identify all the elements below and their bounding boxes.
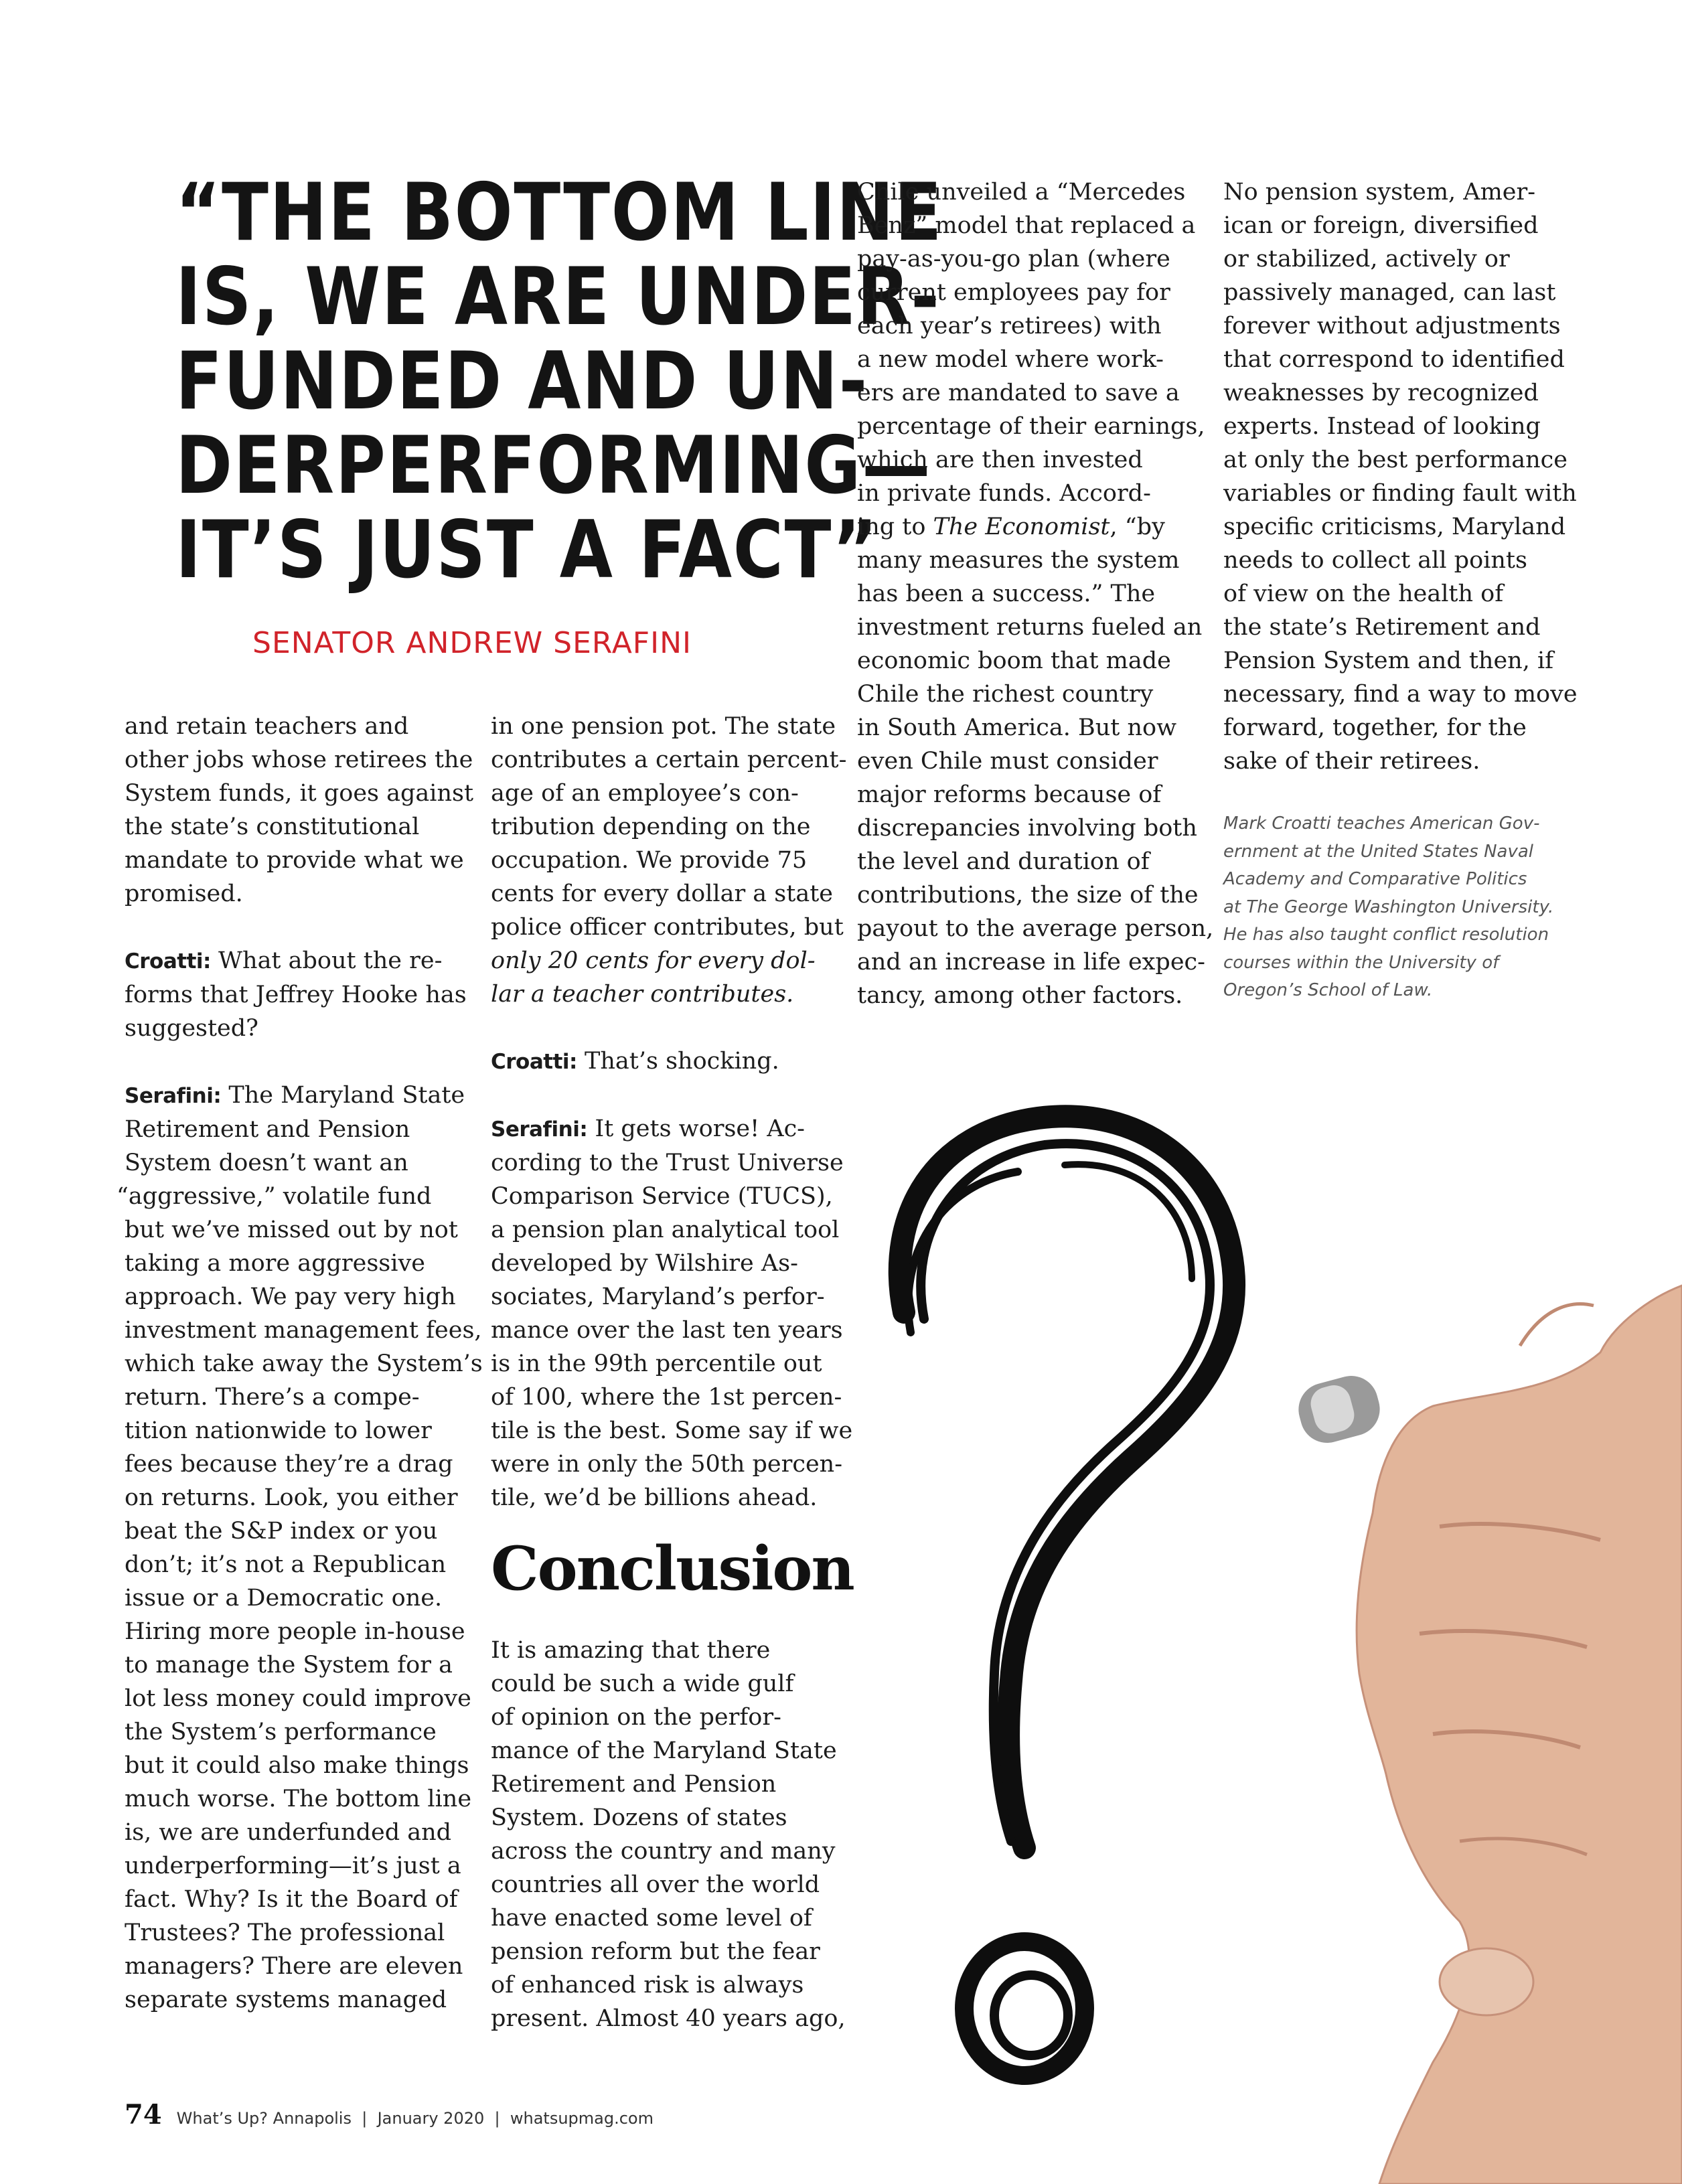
publication-title: The Economist xyxy=(933,514,1110,540)
text-line: present. Almost 40 years ago, xyxy=(491,2005,846,2032)
text-line: other jobs whose retirees the xyxy=(125,747,473,773)
text-line: the state’s Retirement and xyxy=(1223,614,1541,641)
speaker-label: Croatti: xyxy=(491,1050,577,1074)
author-bio xyxy=(1223,810,1558,1005)
conclusion-heading: Conclusion xyxy=(491,1533,854,1604)
paragraph xyxy=(491,710,847,1011)
text-line: Retirement and Pension xyxy=(491,1771,777,1798)
text-line: the level and duration of xyxy=(857,848,1150,875)
bio-line: Mark Croatti teaches American Gov- xyxy=(1223,813,1540,834)
text-line: weaknesses by recognized xyxy=(1223,380,1539,406)
text-line: mance over the last ten years xyxy=(491,1317,843,1344)
marker-pen-illustration xyxy=(1292,1370,1385,1449)
text-line: which are then invested xyxy=(857,447,1143,473)
text-line: separate systems managed xyxy=(125,1986,447,2013)
text-line: which take away the System’s xyxy=(125,1350,483,1377)
text-line: has been a success.” The xyxy=(857,580,1156,607)
text-line: System. Dozens of states xyxy=(491,1804,787,1831)
text-line: necessary, find a way to move xyxy=(1223,681,1578,708)
text-line: in South America. But now xyxy=(857,714,1177,741)
bio-line: courses within the University of xyxy=(1223,952,1499,973)
text-fragment: ing to xyxy=(857,514,933,540)
text-line: tancy, among other factors. xyxy=(857,982,1183,1009)
text-line: even Chile must consider xyxy=(857,748,1158,775)
text-line: forward, together, for the xyxy=(1223,714,1527,741)
text-line: were in only the 50th percen- xyxy=(491,1451,843,1478)
text-line: mance of the Maryland State xyxy=(491,1737,837,1764)
article-column-1 xyxy=(117,710,483,2017)
text-line: fact. Why? Is it the Board of xyxy=(125,1886,458,1913)
text-line: return. There’s a compe- xyxy=(125,1384,420,1411)
text-line: Retirement and Pension xyxy=(125,1116,410,1143)
text-line: Chile the richest country xyxy=(857,681,1154,708)
text-line: of opinion on the perfor- xyxy=(491,1704,781,1731)
text-line: developed by Wilshire As- xyxy=(491,1250,798,1277)
footer-publication-info: What’s Up? Annapolis | January 2020 | whatsupmag.com xyxy=(176,2109,654,2128)
text-line: economic boom that made xyxy=(857,647,1171,674)
text-line: Comparison Service (TUCS), xyxy=(491,1183,833,1210)
text-line: Trustees? The professional xyxy=(125,1920,445,1946)
text-line: experts. Instead of looking xyxy=(1223,413,1541,440)
bio-line: ernment at the United States Naval xyxy=(1223,841,1533,862)
text-line: or stabilized, actively or xyxy=(1223,246,1510,272)
bio-line: Academy and Comparative Politics xyxy=(1223,869,1527,889)
hand-drawing-question-mark-image xyxy=(844,1058,1682,2184)
text-line: ers are mandated to save a xyxy=(857,380,1180,406)
text-line: current employees pay for xyxy=(857,279,1170,306)
text-line: sake of their retirees. xyxy=(1223,748,1480,775)
text-line: each year’s retirees) with xyxy=(857,313,1162,339)
article-column-3 xyxy=(857,175,1214,1012)
text-line: to manage the System for a xyxy=(125,1652,453,1679)
page-number: 74 xyxy=(125,2099,162,2130)
text-line: have enacted some level of xyxy=(491,1905,812,1932)
interview-answer xyxy=(491,1112,853,1514)
text-line: pay-as-you-go plan (where xyxy=(857,246,1170,272)
text-line: needs to collect all points xyxy=(1223,547,1527,574)
text-line xyxy=(857,510,1205,544)
text-line: that correspond to identified xyxy=(1223,346,1565,373)
text-line: much worse. The bottom line xyxy=(125,1786,472,1812)
text-line: issue or a Democratic one. xyxy=(125,1585,443,1612)
pull-quote-line: FUNDED AND UN- xyxy=(175,335,868,428)
text-line: countries all over the world xyxy=(491,1871,820,1898)
text-line: approach. We pay very high xyxy=(125,1283,456,1310)
text-line: promised. xyxy=(125,880,243,907)
text-line: but it could also make things xyxy=(125,1752,469,1779)
text-line: The Maryland State xyxy=(221,1082,465,1109)
italic-text-line: only 20 cents for every dol- xyxy=(491,947,816,974)
text-line: across the country and many xyxy=(491,1838,836,1865)
text-line: cents for every dollar a state xyxy=(491,880,833,907)
text-line: Pension System and then, if xyxy=(1223,647,1554,674)
text-line: underperforming—it’s just a xyxy=(125,1853,461,1879)
text-line: police officer contributes, but xyxy=(491,914,844,941)
text-line: in private funds. Accord- xyxy=(857,480,1151,507)
speaker-label: Serafini: xyxy=(125,1084,222,1108)
text-line: investment returns fueled an xyxy=(857,614,1203,641)
text-line: investment management fees, xyxy=(125,1317,482,1344)
text-line: lot less money could improve xyxy=(125,1685,471,1712)
text-line: is in the 99th percentile out xyxy=(491,1350,822,1377)
text-line: and an increase in life expec- xyxy=(857,949,1205,976)
text-line: of view on the health of xyxy=(1223,580,1504,607)
text-line: tition nationwide to lower xyxy=(125,1417,432,1444)
text-line: in one pension pot. The state xyxy=(491,713,836,740)
text-line: It gets worse! Ac- xyxy=(587,1115,806,1142)
text-line: the System’s performance xyxy=(125,1719,437,1745)
text-line: mandate to provide what we xyxy=(125,847,464,874)
text-line: tribution depending on the xyxy=(491,813,811,840)
text-line: beat the S&P index or you xyxy=(125,1518,438,1545)
text-line: Benz” model that replaced a xyxy=(857,212,1196,239)
pull-quote-line: IT’S JUST A FACT” xyxy=(175,504,879,597)
text-line: forever without adjustments xyxy=(1223,313,1561,339)
text-line: major reforms because of xyxy=(857,781,1162,808)
text-line: a pension plan analytical tool xyxy=(491,1217,840,1243)
italic-text-line: lar a teacher contributes. xyxy=(491,981,794,1008)
interview-answer xyxy=(117,1079,483,2017)
text-line: suggested? xyxy=(125,1015,258,1042)
text-line: don’t; it’s not a Republican xyxy=(125,1551,447,1578)
text-line: age of an employee’s con- xyxy=(491,780,799,807)
text-line: contributions, the size of the xyxy=(857,882,1199,909)
bio-line: He has also taught conflict resolution xyxy=(1223,925,1549,945)
text-line: a new model where work- xyxy=(857,346,1164,373)
text-line: variables or finding fault with xyxy=(1223,480,1577,507)
pull-quote-line: DERPERFORMING— xyxy=(175,420,932,512)
text-line: cording to the Trust Universe xyxy=(491,1150,844,1176)
conclusion-paragraph xyxy=(491,1634,846,2035)
text-line: and retain teachers and xyxy=(125,713,409,740)
bio-line: Oregon’s School of Law. xyxy=(1223,980,1433,1000)
text-line: occupation. We provide 75 xyxy=(491,847,808,874)
hand-illustration xyxy=(1357,1285,1682,2184)
text-line: pension reform but the fear xyxy=(491,1938,820,1965)
paragraph xyxy=(125,710,474,911)
text-line: No pension system, Amer- xyxy=(1223,179,1536,206)
text-line: forms that Jeffrey Hooke has xyxy=(125,982,467,1008)
text-line: Hiring more people in-house xyxy=(125,1618,465,1645)
text-line: at only the best performance xyxy=(1223,447,1568,473)
speaker-label: Croatti: xyxy=(125,949,211,973)
interview-question xyxy=(125,944,467,1045)
text-line: “aggressive,” volatile fund xyxy=(117,1183,432,1210)
text-line: System doesn’t want an xyxy=(125,1150,408,1176)
text-line: discrepancies involving both xyxy=(857,815,1197,842)
text-line: It is amazing that there xyxy=(491,1637,771,1664)
text-line: That’s shocking. xyxy=(577,1048,779,1075)
text-line: percentage of their earnings, xyxy=(857,413,1205,440)
text-line: specific criticisms, Maryland xyxy=(1223,514,1566,540)
pull-quote-line: “THE BOTTOM LINE xyxy=(175,167,943,259)
text-line: fees because they’re a drag xyxy=(125,1451,453,1478)
text-line: Chile unveiled a “Mercedes xyxy=(857,179,1186,206)
text-line: contributes a certain percent- xyxy=(491,747,847,773)
text-line: of enhanced risk is always xyxy=(491,1972,804,1999)
text-line: sociates, Maryland’s perfor- xyxy=(491,1283,825,1310)
page-footer xyxy=(125,2099,654,2139)
text-line: but we’ve missed out by not xyxy=(125,1217,458,1243)
question-mark-drawing xyxy=(900,1116,1234,2076)
text-line: What about the re- xyxy=(210,947,443,974)
text-line: the state’s constitutional xyxy=(125,813,420,840)
article-column-4 xyxy=(1223,175,1578,778)
text-line: of 100, where the 1st percen- xyxy=(491,1384,842,1411)
text-line: many measures the system xyxy=(857,547,1180,574)
text-line: on returns. Look, you either xyxy=(125,1484,458,1511)
interview-question xyxy=(491,1044,826,1079)
text-line: tile, we’d be billions ahead. xyxy=(491,1484,818,1511)
speaker-label: Serafini: xyxy=(491,1117,588,1142)
text-line: passively managed, can last xyxy=(1223,279,1556,306)
text-line: ican or foreign, diversified xyxy=(1223,212,1539,239)
text-line: System funds, it goes against xyxy=(125,780,474,807)
bio-line: at The George Washington University. xyxy=(1223,896,1554,917)
article-column-2 xyxy=(491,710,853,1514)
text-line: managers? There are eleven xyxy=(125,1953,463,1980)
text-line: taking a more aggressive xyxy=(125,1250,425,1277)
text-line: is, we are underfunded and xyxy=(125,1819,452,1846)
pull-quote-line: IS, WE ARE UNDER- xyxy=(175,251,941,343)
text-line: could be such a wide gulf xyxy=(491,1670,794,1697)
pull-quote-attribution: SENATOR ANDREW SERAFINI xyxy=(252,626,692,660)
text-line: tile is the best. Some say if we xyxy=(491,1417,853,1444)
text-line: payout to the average person, xyxy=(857,915,1214,942)
text-fragment: , “by xyxy=(1110,514,1165,540)
